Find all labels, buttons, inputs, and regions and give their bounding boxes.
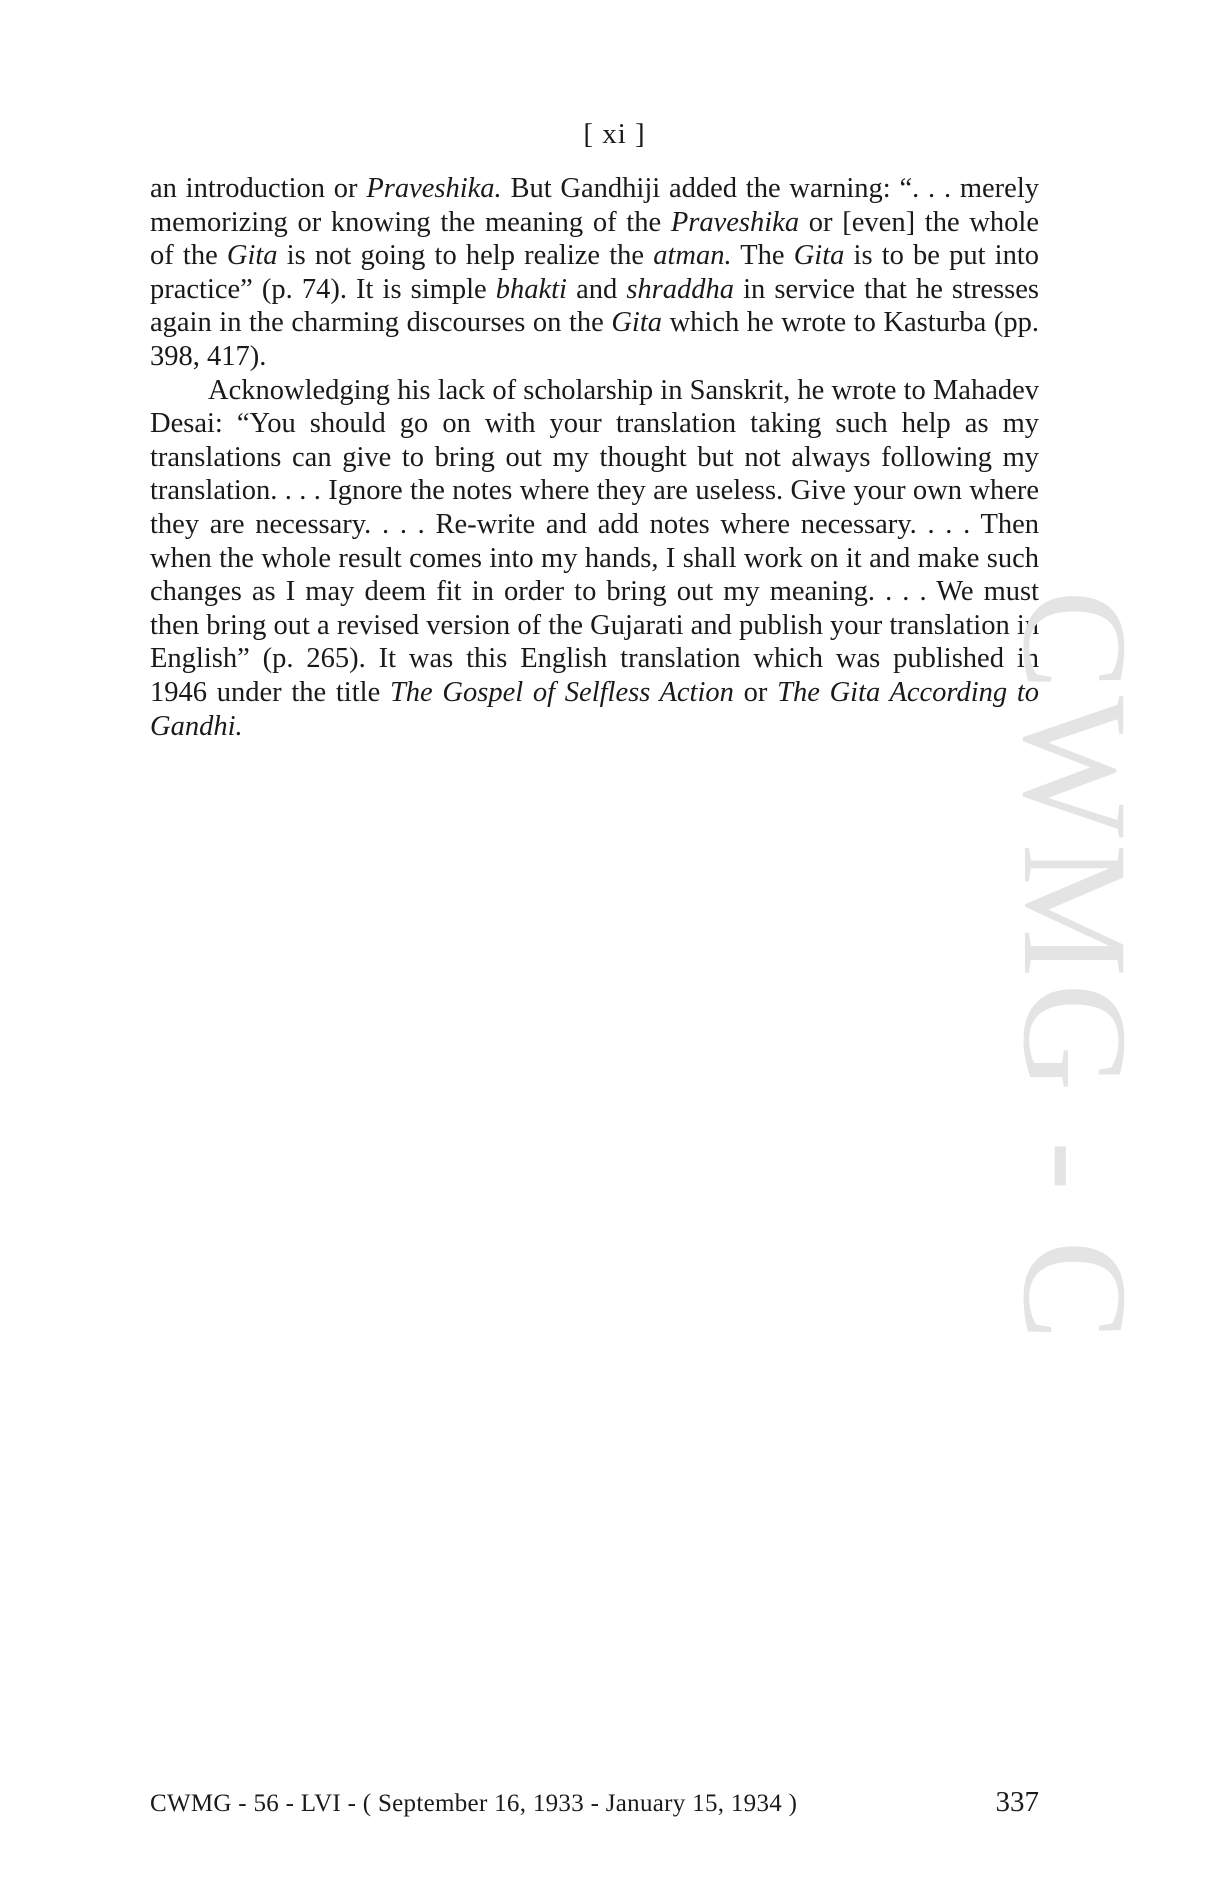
italic-term-bhakti: bhakti bbox=[495, 273, 567, 305]
footer-volume-info: CWMG - 56 - LVI - ( September 16, 1933 - January 15, 1934 ) bbox=[150, 1790, 798, 1817]
text-run: and bbox=[566, 273, 627, 305]
italic-term-praveshika: Praveshika. bbox=[366, 173, 502, 204]
text-run: But Gandhiji added the warning: “. . . merely memorizing or knowing the meaning of the bbox=[150, 173, 1039, 238]
paragraph-translation bbox=[150, 374, 1039, 744]
italic-term-gita: Gita bbox=[226, 240, 278, 272]
text-run: which he wrote to Kasturba (pp. 398, 417). bbox=[150, 307, 1039, 372]
body-text bbox=[150, 172, 1039, 743]
text-run: in service that he stresses again in the charming discourses on the bbox=[150, 273, 1039, 339]
text-run: or bbox=[733, 676, 778, 708]
italic-term-praveshika: Praveshika bbox=[670, 206, 800, 238]
paragraph-introduction bbox=[150, 172, 1039, 374]
footer-page-number: 337 bbox=[995, 1786, 1039, 1818]
watermark-text: CWMG - C bbox=[992, 590, 1158, 1347]
text-run: is not going to help realize the bbox=[277, 240, 654, 272]
italic-book-title: The Gospel of Selfless Action bbox=[389, 676, 734, 708]
italic-book-title: The Gita According to Gandhi. bbox=[150, 676, 1040, 742]
text-run: an introduction or bbox=[150, 173, 367, 204]
italic-term-shraddha: shraddha bbox=[626, 273, 734, 305]
italic-term-atman: atman. bbox=[653, 240, 732, 272]
text-run: Acknowledging his lack of scholarship in Sanskrit, he wrote to Mahadev Desai: “You should go on with your translation taking such help as my translations can give to bring out my thought but not always following my translation. . . . Ignore the notes where they are useless. Give your own where they are necessary. . . . Re-write and add notes where necessary. . . . Then when the whole result comes into my hands, I shall work on it and make such changes as I may deem fit in order to bring out my meaning. . . . We must then bring out a revised version of the Gujarati and publish your translation in English” (p. 265). It was this English translation which was published in 1946 under the title bbox=[150, 374, 1039, 708]
italic-term-gita: Gita bbox=[611, 307, 662, 339]
page-header-roman-numeral: [ xi ] bbox=[583, 118, 646, 150]
text-run: The bbox=[731, 240, 794, 272]
text-run: is to be put into practice” (p. 74). It is simple bbox=[150, 240, 1040, 305]
italic-term-gita: Gita bbox=[793, 240, 845, 272]
page-footer bbox=[150, 1786, 1039, 1826]
text-run: or [even] the whole of the bbox=[150, 206, 1039, 272]
